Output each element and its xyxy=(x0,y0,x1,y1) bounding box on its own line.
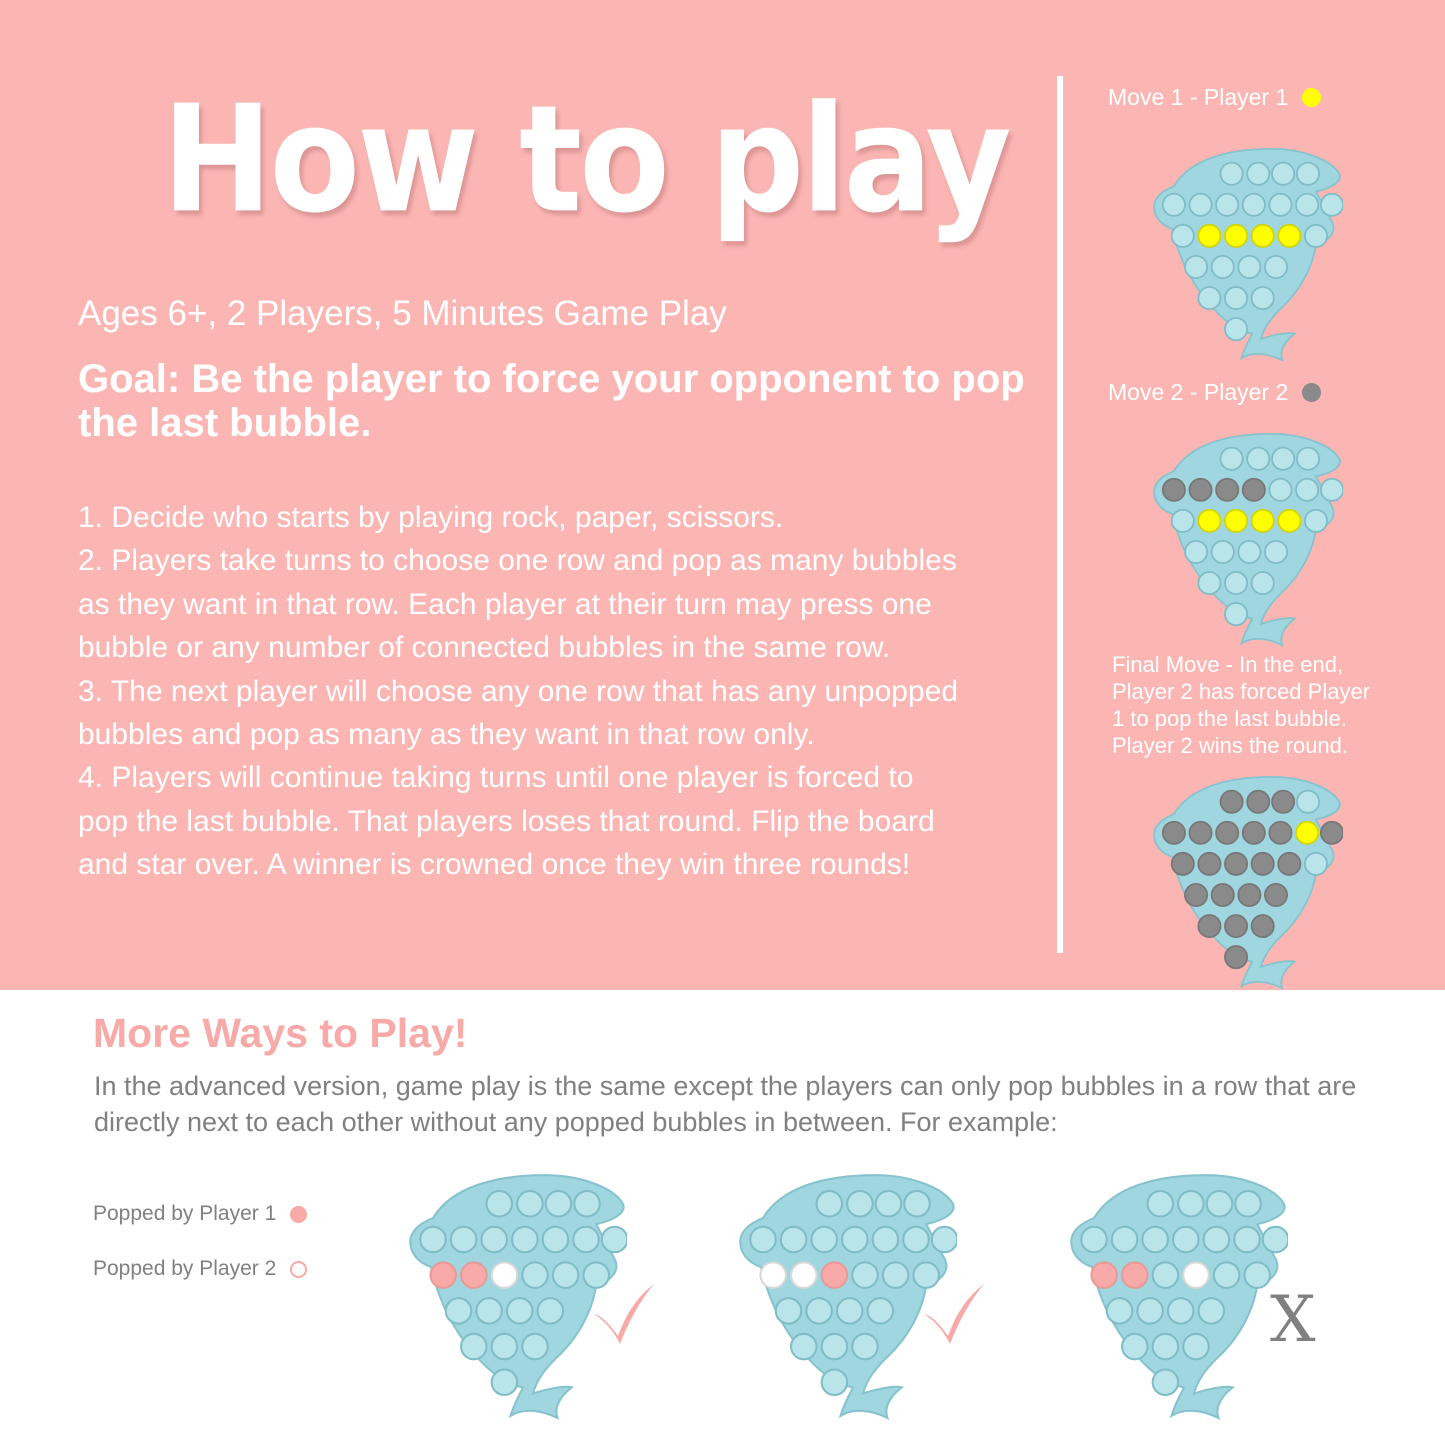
bubble[interactable] xyxy=(1216,822,1238,844)
bubble[interactable] xyxy=(1107,1298,1133,1324)
final-move-text xyxy=(1112,651,1432,759)
bubble[interactable] xyxy=(868,1298,894,1324)
dolphin-board-final xyxy=(1138,768,1343,990)
bubble[interactable] xyxy=(1225,510,1247,532)
bubble[interactable] xyxy=(1252,572,1274,594)
bubble[interactable] xyxy=(1305,225,1327,247)
bubble[interactable] xyxy=(1212,884,1234,906)
bubble[interactable] xyxy=(1297,791,1319,813)
bubble[interactable] xyxy=(903,1227,929,1253)
bubble[interactable] xyxy=(522,1334,548,1360)
bubble[interactable] xyxy=(811,1227,837,1253)
bubble[interactable] xyxy=(1172,510,1194,532)
bubble[interactable] xyxy=(1199,1298,1225,1324)
bubble[interactable] xyxy=(476,1298,502,1324)
rules-list xyxy=(78,496,1043,887)
bubble[interactable] xyxy=(1265,256,1287,278)
bubble[interactable] xyxy=(791,1334,817,1360)
bubble[interactable] xyxy=(1238,884,1260,906)
page-title: How to play xyxy=(162,73,1009,247)
bubble[interactable] xyxy=(420,1227,446,1253)
bubble[interactable] xyxy=(1252,853,1274,875)
bubble[interactable] xyxy=(492,1262,518,1288)
legend-player-2 xyxy=(93,1257,307,1281)
final-move-line: Player 2 wins the round. xyxy=(1112,733,1349,758)
bubble[interactable] xyxy=(1278,510,1300,532)
bubble[interactable] xyxy=(1183,1262,1209,1288)
bubble[interactable] xyxy=(1321,194,1343,216)
bubble[interactable] xyxy=(806,1298,832,1324)
bubble[interactable] xyxy=(1198,225,1220,247)
rule-line: bubbles and pop as many as they want in that row only. xyxy=(78,718,815,752)
bubble[interactable] xyxy=(1189,822,1211,844)
bubble[interactable] xyxy=(904,1191,930,1217)
bubble[interactable] xyxy=(481,1227,507,1253)
bubble[interactable] xyxy=(1272,448,1294,470)
bubble[interactable] xyxy=(873,1227,899,1253)
bubble[interactable] xyxy=(1243,479,1265,501)
bubble[interactable] xyxy=(1252,510,1274,532)
outline-circle-icon xyxy=(290,1261,307,1278)
bubble[interactable] xyxy=(1247,791,1269,813)
bubble[interactable] xyxy=(1198,572,1220,594)
bubble[interactable] xyxy=(517,1191,543,1217)
bubble[interactable] xyxy=(791,1262,817,1288)
dolphin-board-move-2 xyxy=(1138,425,1343,647)
bubble[interactable] xyxy=(492,1334,518,1360)
bubble[interactable] xyxy=(842,1227,868,1253)
bubble[interactable] xyxy=(1189,194,1211,216)
bubble[interactable] xyxy=(1212,256,1234,278)
bubble[interactable] xyxy=(1235,1191,1261,1217)
more-ways-description: In the advanced version, game play is the same except the players can only pop bubbles in a row that are directly next to each other without any popped bubbles in between. For example: xyxy=(94,1071,1357,1137)
bubble[interactable] xyxy=(1247,448,1269,470)
bubble[interactable] xyxy=(1198,510,1220,532)
bubble[interactable] xyxy=(1305,510,1327,532)
bubble[interactable] xyxy=(1225,853,1247,875)
bubble[interactable] xyxy=(1234,1227,1260,1253)
bubble[interactable] xyxy=(822,1334,848,1360)
bubble[interactable] xyxy=(1178,1191,1204,1217)
bubble[interactable] xyxy=(1163,194,1185,216)
bubble[interactable] xyxy=(1296,194,1318,216)
bubble[interactable] xyxy=(1122,1334,1148,1360)
bubble[interactable] xyxy=(602,1227,627,1253)
bubble[interactable] xyxy=(1272,791,1294,813)
player-2-dot-icon xyxy=(1302,383,1321,402)
bubble[interactable] xyxy=(1296,479,1318,501)
bubble[interactable] xyxy=(543,1227,569,1253)
bubble[interactable] xyxy=(1225,225,1247,247)
bubble[interactable] xyxy=(522,1262,548,1288)
bubble[interactable] xyxy=(1185,884,1207,906)
bubble[interactable] xyxy=(1247,163,1269,185)
bubble[interactable] xyxy=(1198,853,1220,875)
bubble[interactable] xyxy=(1183,1334,1209,1360)
bubble[interactable] xyxy=(1153,1334,1179,1360)
bubble[interactable] xyxy=(1269,479,1291,501)
check-icon xyxy=(920,1280,988,1346)
rule-line: 2. Players take turns to choose one row and pop as many bubbles xyxy=(78,544,957,578)
rule-line: 1. Decide who starts by playing rock, paper, scissors. xyxy=(78,501,784,534)
rule-line: and star over. A winner is crowned once they win three rounds! xyxy=(78,848,911,882)
vertical-divider xyxy=(1057,76,1063,953)
bubble[interactable] xyxy=(1321,479,1343,501)
bubble[interactable] xyxy=(553,1262,579,1288)
game-info: Ages 6+, 2 Players, 5 Minutes Game Play xyxy=(78,294,727,333)
rule-line: 3. The next player will choose any one row that has any unpopped xyxy=(78,674,959,708)
bubble[interactable] xyxy=(1297,448,1319,470)
bubble[interactable] xyxy=(1207,1191,1233,1217)
bubble[interactable] xyxy=(512,1227,538,1253)
bubble[interactable] xyxy=(1142,1227,1168,1253)
bubble[interactable] xyxy=(1278,225,1300,247)
bubble[interactable] xyxy=(573,1227,599,1253)
final-move-line: Final Move - In the end, xyxy=(1112,652,1344,677)
bubble[interactable] xyxy=(1225,318,1247,340)
rule-line: as they want in that row. Each player at their turn may press one xyxy=(78,587,932,621)
bubble[interactable] xyxy=(1221,163,1243,185)
bubble[interactable] xyxy=(1269,822,1291,844)
bubble[interactable] xyxy=(1243,822,1265,844)
bubble[interactable] xyxy=(1112,1227,1138,1253)
bubble[interactable] xyxy=(1198,915,1220,937)
bubble[interactable] xyxy=(1172,853,1194,875)
bubble[interactable] xyxy=(852,1334,878,1360)
bubble[interactable] xyxy=(760,1262,786,1288)
bubble[interactable] xyxy=(1172,225,1194,247)
bubble[interactable] xyxy=(822,1262,848,1288)
x-icon: X xyxy=(1270,1283,1316,1357)
bubble[interactable] xyxy=(1212,541,1234,563)
bubble[interactable] xyxy=(1137,1298,1163,1324)
bubble[interactable] xyxy=(451,1227,477,1253)
bubble[interactable] xyxy=(1269,194,1291,216)
bubble[interactable] xyxy=(822,1370,848,1396)
legend-player-1 xyxy=(93,1202,307,1226)
bubble[interactable] xyxy=(430,1262,456,1288)
bubble[interactable] xyxy=(507,1298,533,1324)
bubble[interactable] xyxy=(847,1191,873,1217)
bubble[interactable] xyxy=(1238,256,1260,278)
final-move-line: Player 2 has forced Player xyxy=(1112,679,1371,704)
bubble[interactable] xyxy=(1221,448,1243,470)
bubble[interactable] xyxy=(1225,946,1247,968)
bubble[interactable] xyxy=(750,1227,776,1253)
bubble[interactable] xyxy=(487,1191,513,1217)
bubble[interactable] xyxy=(1185,541,1207,563)
bubble[interactable] xyxy=(1238,541,1260,563)
bubble[interactable] xyxy=(461,1334,487,1360)
bubble[interactable] xyxy=(538,1298,564,1324)
bubble[interactable] xyxy=(492,1370,518,1396)
check-icon xyxy=(590,1280,658,1346)
goal-text: Goal: Be the player to force your opponent to pop the last bubble. xyxy=(78,357,1025,445)
bubble[interactable] xyxy=(1185,256,1207,278)
bubble[interactable] xyxy=(574,1191,600,1217)
bubble[interactable] xyxy=(1153,1370,1179,1396)
dolphin-example-3 xyxy=(1053,1165,1288,1420)
bubble[interactable] xyxy=(1173,1227,1199,1253)
bubble[interactable] xyxy=(1263,1227,1288,1253)
bubble[interactable] xyxy=(1153,1262,1179,1288)
bubble[interactable] xyxy=(1297,163,1319,185)
bubble[interactable] xyxy=(1221,791,1243,813)
rule-line: 4. Players will continue taking turns until one player is forced to xyxy=(78,761,914,795)
bubble[interactable] xyxy=(1081,1227,1107,1253)
bubble[interactable] xyxy=(1122,1262,1148,1288)
bubble[interactable] xyxy=(1163,479,1185,501)
bubble[interactable] xyxy=(1225,915,1247,937)
bubble[interactable] xyxy=(1252,915,1274,937)
bubble[interactable] xyxy=(1305,853,1327,875)
bubble[interactable] xyxy=(1296,822,1318,844)
filled-circle-icon xyxy=(290,1206,307,1223)
player-1-dot-icon xyxy=(1302,88,1321,107)
bubble[interactable] xyxy=(1225,572,1247,594)
bubble[interactable] xyxy=(1168,1298,1194,1324)
bubble[interactable] xyxy=(837,1298,863,1324)
bubble[interactable] xyxy=(781,1227,807,1253)
bubble[interactable] xyxy=(461,1262,487,1288)
bubble[interactable] xyxy=(1225,603,1247,625)
more-ways-title: More Ways to Play! xyxy=(93,1010,468,1056)
final-move-line: 1 to pop the last bubble. xyxy=(1112,706,1347,731)
bubble[interactable] xyxy=(1214,1262,1240,1288)
bubble[interactable] xyxy=(932,1227,957,1253)
bubble[interactable] xyxy=(1091,1262,1117,1288)
bubble[interactable] xyxy=(1148,1191,1174,1217)
bubble[interactable] xyxy=(1243,194,1265,216)
bubble[interactable] xyxy=(1278,853,1300,875)
legend-player-1-label: Popped by Player 1 xyxy=(93,1202,277,1225)
bubble[interactable] xyxy=(1321,822,1343,844)
bubble[interactable] xyxy=(1244,1262,1270,1288)
bubble[interactable] xyxy=(1225,287,1247,309)
bubble[interactable] xyxy=(1252,225,1274,247)
bubble[interactable] xyxy=(1216,194,1238,216)
bubble[interactable] xyxy=(1265,541,1287,563)
move-1-label xyxy=(1108,84,1321,111)
move-1-text: Move 1 - Player 1 xyxy=(1108,84,1289,110)
rule-line: bubble or any number of connected bubbles in the same row. xyxy=(78,631,891,665)
bubble[interactable] xyxy=(446,1298,472,1324)
bubble[interactable] xyxy=(876,1191,902,1217)
bubble[interactable] xyxy=(1216,479,1238,501)
bubble[interactable] xyxy=(1204,1227,1230,1253)
bubble[interactable] xyxy=(1163,822,1185,844)
move-2-text: Move 2 - Player 2 xyxy=(1108,379,1289,405)
move-2-label xyxy=(1108,379,1321,406)
rule-line: pop the last bubble. That players loses that round. Flip the board xyxy=(78,804,935,838)
bubble[interactable] xyxy=(852,1262,878,1288)
bubble[interactable] xyxy=(1252,287,1274,309)
bubble[interactable] xyxy=(1189,479,1211,501)
bubble[interactable] xyxy=(883,1262,909,1288)
legend-player-2-label: Popped by Player 2 xyxy=(93,1257,277,1280)
bubble[interactable] xyxy=(776,1298,802,1324)
bubble[interactable] xyxy=(1198,287,1220,309)
bubble[interactable] xyxy=(546,1191,572,1217)
dolphin-board-move-1 xyxy=(1138,140,1343,362)
bubble[interactable] xyxy=(1272,163,1294,185)
bubble[interactable] xyxy=(817,1191,843,1217)
bubble[interactable] xyxy=(1265,884,1287,906)
